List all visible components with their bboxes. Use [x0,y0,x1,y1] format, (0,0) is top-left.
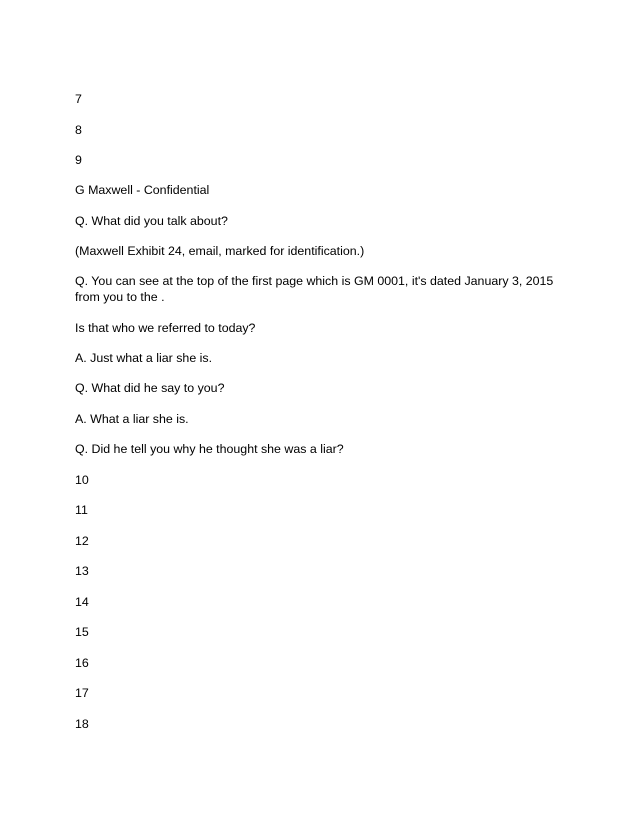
line-number-9: 9 [75,153,82,167]
line-number-14: 14 [75,595,89,609]
question-talk-about: Q. What did you talk about? [75,214,228,228]
answer-what-liar: A. What a liar she is. [75,412,189,426]
line-number-15: 15 [75,625,89,639]
line-number-13: 13 [75,564,89,578]
line-number-7: 7 [75,92,82,106]
line-number-8: 8 [75,123,82,137]
line-number-12: 12 [75,534,89,548]
exhibit-note: (Maxwell Exhibit 24, email, marked for identification.) [75,244,365,258]
question-referred: Is that who we referred to today? [75,321,256,335]
line-number-17: 17 [75,686,89,700]
line-number-18: 18 [75,717,89,731]
question-why-liar: Q. Did he tell you why he thought she was a liar? [75,442,344,456]
question-what-said: Q. What did he say to you? [75,381,225,395]
line-number-11: 11 [75,503,88,517]
line-number-10: 10 [75,473,89,487]
line-number-16: 16 [75,656,89,670]
confidential-header: G Maxwell - Confidential [75,183,210,197]
question-first-page: Q. You can see at the top of the first page which is GM 0001, it's dated January 3, 2015 from you to the . [75,274,554,304]
answer-liar: A. Just what a liar she is. [75,351,213,365]
